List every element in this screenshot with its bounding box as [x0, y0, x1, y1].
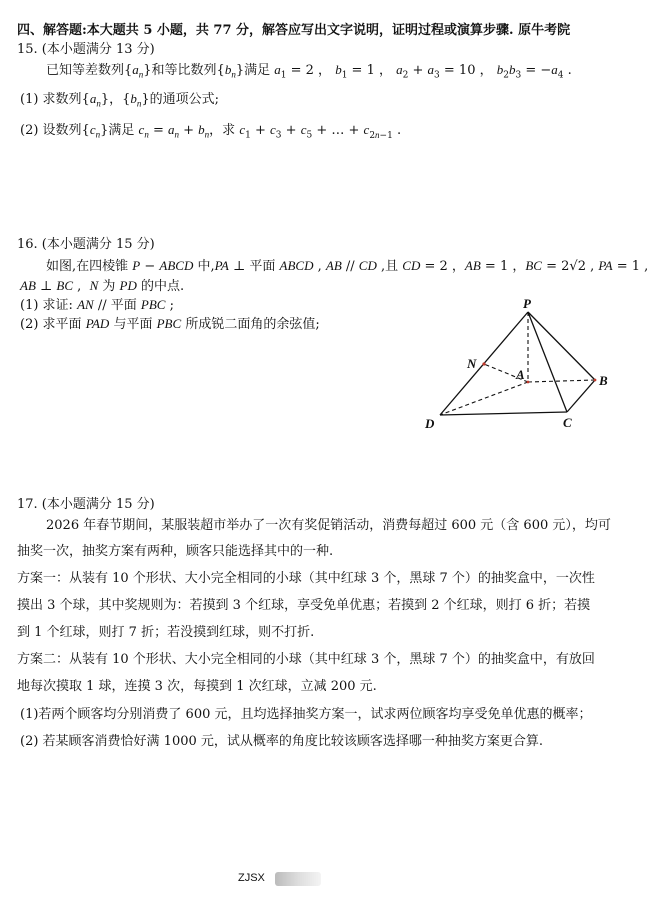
label-B: B [599, 373, 608, 388]
point-N-marker [482, 362, 485, 365]
point-A-marker [527, 381, 530, 384]
q17-line: 地每次摸取 1 球，连摸 3 次，每摸到 1 次红球，立减 200 元. [17, 679, 377, 694]
section-header: 四、解答题:本大题共 5 小题，共 77 分，解答应写出文字说明，证明过程或演算步骤. 原牛考院 [17, 23, 571, 38]
label-A: A [516, 367, 525, 382]
q15-part2: (2) 设数列$\{c_n\}$满足 $c_n = a_n + b_n$，求 $c_1 + c_3 + c_5$ + … + $c_{2n-1}$ . [20, 122, 402, 141]
edge-CB [567, 380, 595, 412]
q16-heading: 16. (本小题满分 15 分) [17, 237, 155, 252]
q17-heading: 17. (本小题满分 15 分) [17, 497, 155, 512]
pyramid-figure [415, 292, 615, 438]
q17-line: 到 1 个红球，则打 7 折；若没摸到红球，则不打折. [17, 625, 315, 640]
label-P: P [523, 296, 531, 311]
q16-part1: (1) 求证: AN // 平面 PBC ; [20, 297, 174, 313]
edge-AB [528, 380, 595, 382]
label-N: N [467, 356, 477, 371]
footer-code: ZJSX [238, 872, 265, 884]
q17-line: 方案二：从装有 10 个形状、大小完全相同的小球（其中红球 3 个，黑球 7 个）的抽奖盒中，有放回 [17, 652, 595, 667]
q17-part1: (1)若两个顾客均分别消费了 600 元，且均选择抽奖方案一，试求两位顾客均享受免单优惠的概率； [20, 707, 592, 722]
footer-blurred-mark [275, 872, 321, 886]
q17-line: 2026 年春节期间，某服装超市举办了一次有奖促销活动，消费每超过 600 元（含 600 元），均可 [46, 518, 611, 533]
point-B-marker [594, 379, 597, 382]
edge-AD [440, 382, 528, 415]
label-C: C [563, 415, 572, 430]
q16-part2: (2) 求平面 PAD 与平面 PBC 所成锐二面角的余弦值; [20, 316, 320, 332]
q16-line2: AB ⊥ BC , N 为 PD 的中点. [20, 278, 185, 294]
edge-PB [528, 312, 595, 380]
q15-part1: (1) 求数列$\{a_n\}$，$\{b_n\}$的通项公式; [20, 91, 220, 109]
label-D: D [425, 416, 435, 431]
q15-cn-formula: $c_n = a_n + b_n$ [138, 122, 210, 140]
edge-PC [528, 312, 567, 412]
q15-conditions: $a_1 = 2$ ， $b_1 = 1$ ， $a_2 + a_3 = 10$ ， $b_2b_3 = -a_4$ . [274, 62, 572, 81]
q15-stem: 已知等差数列$\{a_n\}$和等比数列$\{b_n\}$满足 $a_1 = 2$ ， $b_1 = 1$ ， $a_2 + a_3 = 10$ ， $b_2b_3 = -a_4$ . [46, 62, 572, 81]
q16-line1: 如图,在四棱锥 P − ABCD 中,PA ⊥ 平面 ABCD , AB // CD ,且 CD = 2 ，AB = 1 ，BC = 2√2 , PA = 1 , [46, 258, 649, 274]
q17-part2: (2) 若某顾客消费恰好满 1000 元，试从概率的角度比较该顾客选择哪一种抽奖方案更合算. [20, 734, 544, 749]
q17-line: 方案一：从装有 10 个形状、大小完全相同的小球（其中红球 3 个，黑球 7 个）的抽奖盒中，一次性 [17, 571, 595, 586]
q17-line: 抽奖一次，抽奖方案有两种，顾客只能选择其中的一种. [17, 544, 334, 559]
q17-line: 摸出 3 个球，其中奖规则为：若摸到 3 个红球，享受免单优惠；若摸到 2 个红球，则打 6 折；若摸 [17, 598, 591, 613]
edge-DC [440, 412, 567, 415]
q15-sum-expression: $c_1 + c_3 + c_5$ + … + $c_{2n-1}$ . [239, 122, 402, 141]
q15-heading: 15. (本小题满分 13 分) [17, 42, 155, 57]
